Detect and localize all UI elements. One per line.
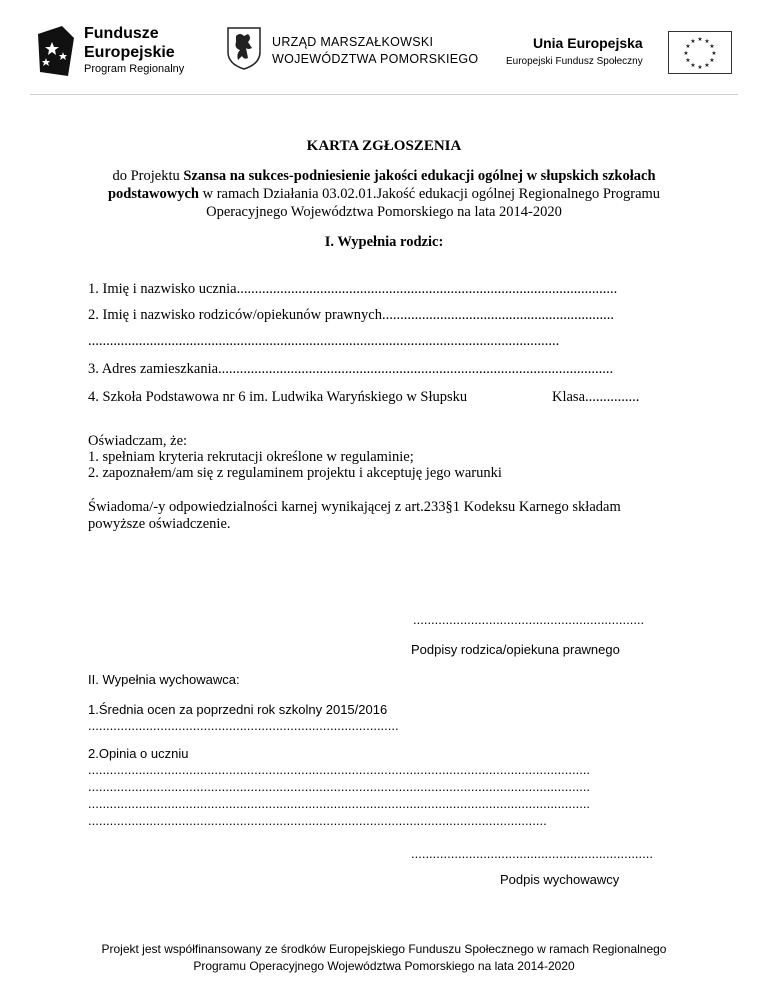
eu-flag-icon	[668, 31, 732, 74]
project-intro	[90, 167, 678, 221]
field-school: 4. Szkoła Podstawowa nr 6 im. Ludwika Waryńskiego w Słupsku	[88, 389, 468, 405]
ue-fund: Europejski Fundusz Społeczny	[506, 56, 643, 67]
section1-heading: I. Wypełnia rodzic:	[324, 234, 444, 250]
footer	[0, 941, 768, 975]
declaration-intro: Oświadczam, że:	[88, 433, 188, 449]
footer-line2: Programu Operacyjnego Województwa Pomorskiego na lata 2014-2020	[193, 959, 575, 973]
opinion-line4[interactable]: ...............................................................................................................................	[88, 813, 547, 828]
form-title: KARTA ZGŁOSZENIA	[306, 138, 462, 154]
average-label: 1.Średnia ocen za poprzedni rok szkolny 2015/2016	[88, 702, 388, 717]
parent-signature-line[interactable]: ................................................................	[413, 612, 645, 627]
svg-text:★: ★	[690, 38, 696, 45]
fe-stars-flag-icon	[38, 26, 74, 76]
header-divider	[30, 94, 738, 95]
fe-logo-program: Program Regionalny	[84, 63, 185, 75]
fe-logo-line2: Europejskie	[84, 44, 175, 61]
svg-text:★: ★	[711, 50, 717, 57]
field-parents-name[interactable]: 2. Imię i nazwisko rodziców/opiekunów prawnych................................................................	[88, 307, 614, 323]
urzad-line1: URZĄD MARSZAŁKOWSKI	[272, 35, 434, 49]
field-parents-name-cont[interactable]: ..................................................................................................................................	[88, 333, 560, 349]
field-student-name[interactable]: 1. Imię i nazwisko ucznia.........................................................................................................	[88, 281, 618, 297]
svg-text:★: ★	[685, 57, 691, 64]
svg-text:★: ★	[709, 57, 715, 64]
opinion-line2[interactable]: ...........................................................................................................................................	[88, 779, 591, 794]
teacher-signature-label: Podpis wychowawcy	[500, 872, 620, 887]
pomorskie-griffin-crest-icon	[226, 26, 262, 70]
project-name: Szansa na sukces-podniesienie jakości edukacji ogólnej w słupskich szkołach podstawowych	[107, 168, 656, 202]
svg-text:★: ★	[690, 62, 696, 69]
awareness-line2: powyższe oświadczenie.	[88, 516, 231, 532]
svg-text:★: ★	[704, 38, 710, 45]
fundusze-europejskie-logo	[38, 22, 258, 82]
declaration-item1: 1. spełniam kryteria rekrutacji określone w regulaminie;	[88, 449, 414, 465]
declaration-item2: 2. zapoznałem/am się z regulaminem projektu i akceptuję jego warunki	[88, 465, 502, 481]
field-class[interactable]: Klasa...............	[552, 389, 640, 405]
intro-suffix: w ramach Działania 03.02.01.Jakość edukacji ogólnej Regionalnego Programu Operacyjnego Województwa Pomorskiego na lata 2014-2020	[198, 186, 661, 220]
teacher-signature-line[interactable]: ...................................................................	[411, 846, 653, 861]
parent-signature-label: Podpisy rodzica/opiekuna prawnego	[411, 642, 620, 657]
urzad-line2: WOJEWÓDZTWA POMORSKIEGO	[272, 52, 479, 66]
urzad-marszalkowski-logo	[272, 34, 478, 68]
fe-logo-line1: Fundusze	[84, 25, 159, 42]
section2-heading: II. Wypełnia wychowawca:	[88, 672, 240, 687]
svg-text:★: ★	[683, 50, 689, 57]
awareness-line1: Świadoma/-y odpowiedzialności karnej wynikającej z art.233§1 Kodeksu Karnego składam	[88, 499, 621, 515]
opinion-line1[interactable]: ...........................................................................................................................................	[88, 762, 591, 777]
svg-text:★: ★	[685, 43, 691, 50]
ue-title: Unia Europejska	[533, 35, 643, 51]
footer-line1: Projekt jest współfinansowany ze środków Europejskiego Funduszu Społecznego w ramach Regionalnego	[101, 942, 667, 956]
field-address[interactable]: 3. Adres zamieszkania.............................................................................................................	[88, 361, 614, 377]
intro-prefix: do Projektu	[112, 168, 184, 184]
average-field[interactable]: ......................................................................................	[88, 718, 399, 733]
opinion-label: 2.Opinia o uczniu	[88, 746, 189, 761]
svg-text:★: ★	[709, 43, 715, 50]
svg-text:★: ★	[704, 62, 710, 69]
opinion-line3[interactable]: ...........................................................................................................................................	[88, 796, 591, 811]
svg-text:★: ★	[697, 64, 703, 71]
svg-text:★: ★	[697, 36, 703, 43]
